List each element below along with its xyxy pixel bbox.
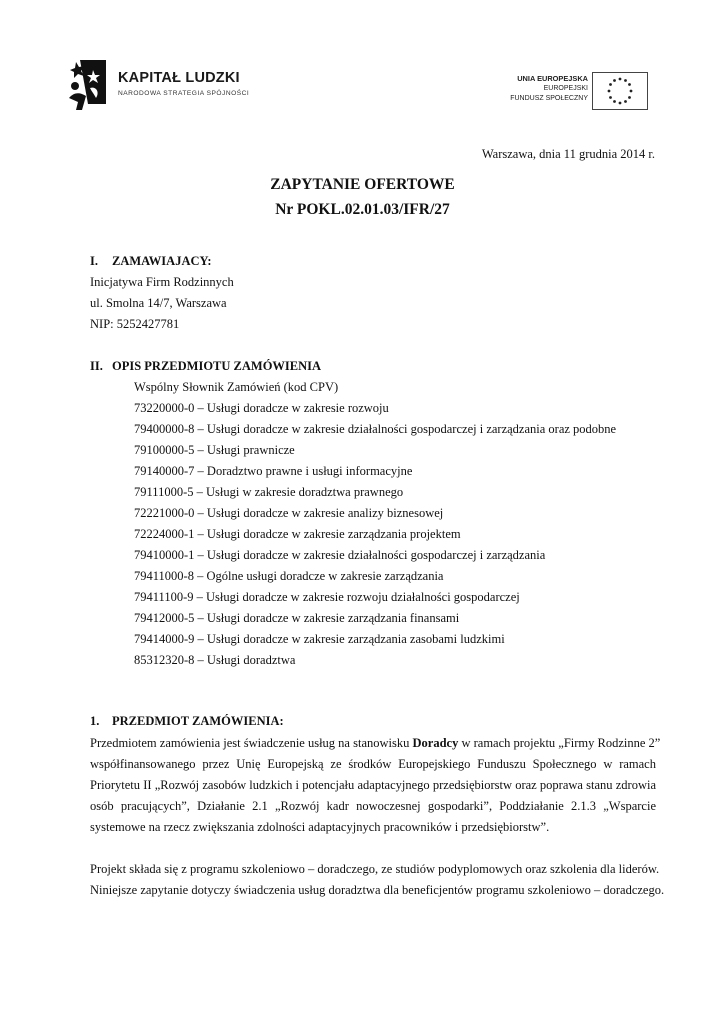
section2-heading [90,359,321,374]
section2-heading-text: OPIS PRZEDMIOTU ZAMÓWIENIA [112,359,322,373]
text-run: Przedmiotem zamówienia jest świadczenie usług na stanowisku [90,736,413,750]
cpv-title: Wspólny Słownik Zamówień (kod CPV) [134,380,339,394]
kapital-ludzki-emblem-icon [66,58,112,116]
paragraph-line: Priorytetu II „Rozwój zasobów ludzkich i potencjału adaptacyjnego przedsiębiorstw oraz poprawa stanu zdrowia [90,778,656,792]
section2-number: II. [90,359,103,373]
eu-logo-line2: EUROPEJSKI [543,85,588,92]
cpv-item: 73220000-0 – Usługi doradcze w zakresie rozwoju [134,401,389,415]
document-title: ZAPYTANIE OFERTOWE [270,176,455,193]
section1-heading [90,254,212,269]
cpv-item: 79140000-7 – Doradztwo prawne i usługi informacyjne [134,464,413,478]
paragraph-line: osób pracujących”, Działanie 2.1 „Rozwój kadr nowoczesnej gospodarki”, Poddziałanie 2.1.3 „Wsparcie [90,799,656,813]
cpv-item: 85312320-8 – Usługi doradztwa [134,653,296,667]
cpv-item: 79411100-9 – Usługi doradcze w zakresie rozwoju działalności gospodarczej [134,590,520,604]
eu-logo [500,72,650,112]
cpv-item: 79412000-5 – Usługi doradcze w zakresie zarządzania finansami [134,611,460,625]
cpv-item: 79111000-5 – Usługi w zakresie doradztwa prawnego [134,485,404,499]
cpv-item: 79400000-8 – Usługi doradcze w zakresie działalności gospodarczej i zarządzania oraz podobne [134,422,617,436]
document-number: Nr POKL.02.01.03/IFR/27 [275,201,450,218]
cpv-item: 79100000-5 – Usługi prawnicze [134,443,295,457]
section1-heading-text: ZAMAWIAJACY: [112,254,212,268]
section1-number: I. [90,254,98,268]
section3-heading [90,714,284,729]
cpv-item: 79410000-1 – Usługi doradcze w zakresie działalności gospodarczej i zarządzania [134,548,546,562]
text-run-bold: Doradcy [412,736,459,750]
eu-logo-line3: FUNDUSZ SPOŁECZNY [510,95,588,102]
eu-logo-text [510,74,588,104]
paragraph-line: systemowe na rzecz zwiększania zdolności adaptacyjnych pracowników i przedsiębiorstw”. [90,820,550,834]
cpv-item: 72224000-1 – Usługi doradcze w zakresie zarządzania projektem [134,527,461,541]
zamawiajacy-nip: NIP: 5252427781 [90,317,180,331]
logo-kl-subtitle: NARODOWA STRATEGIA SPÓJNOŚCI [118,90,250,97]
zamawiajacy-name: Inicjatywa Firm Rodzinnych [90,275,234,289]
paragraph-line: Projekt składa się z programu szkoleniowo – doradczego, ze studiów podyplomowych oraz szkolenia dla liderów. [90,862,660,876]
paragraph-line [90,733,661,754]
paragraph-przedmiot [90,733,661,838]
section3-heading-text: PRZEDMIOT ZAMÓWIENIA: [112,714,284,728]
eu-flag-icon [592,72,648,110]
date-line: Warszawa, dnia 11 grudnia 2014 r. [481,147,655,161]
paragraph-projekt [90,859,665,901]
cpv-item: 79411000-8 – Ogólne usługi doradcze w zakresie zarządzania [134,569,444,583]
paragraph-line: współfinansowanego przez Unię Europejską ze środków Europejskiego Funduszu Społecznego w ramach [90,757,656,771]
section3-number: 1. [90,714,100,728]
cpv-item: 79414000-9 – Usługi doradcze w zakresie zarządzania zasobami ludzkimi [134,632,505,646]
eu-logo-line1: UNIA EUROPEJSKA [517,74,588,83]
logo-kl-title: KAPITAŁ LUDZKI [118,70,240,86]
cpv-item: 72221000-0 – Usługi doradcze w zakresie analizy biznesowej [134,506,444,520]
zamawiajacy-address: ul. Smolna 14/7, Warszawa [90,296,227,310]
text-run: w ramach projektu „Firmy Rodzinne 2” [458,736,661,750]
kapital-ludzki-logo [66,58,256,116]
paragraph-line: Niniejsze zapytanie dotyczy świadczenia usług doradztwa dla beneficjentów programu szkoleniowo – doradczego. [90,883,665,897]
